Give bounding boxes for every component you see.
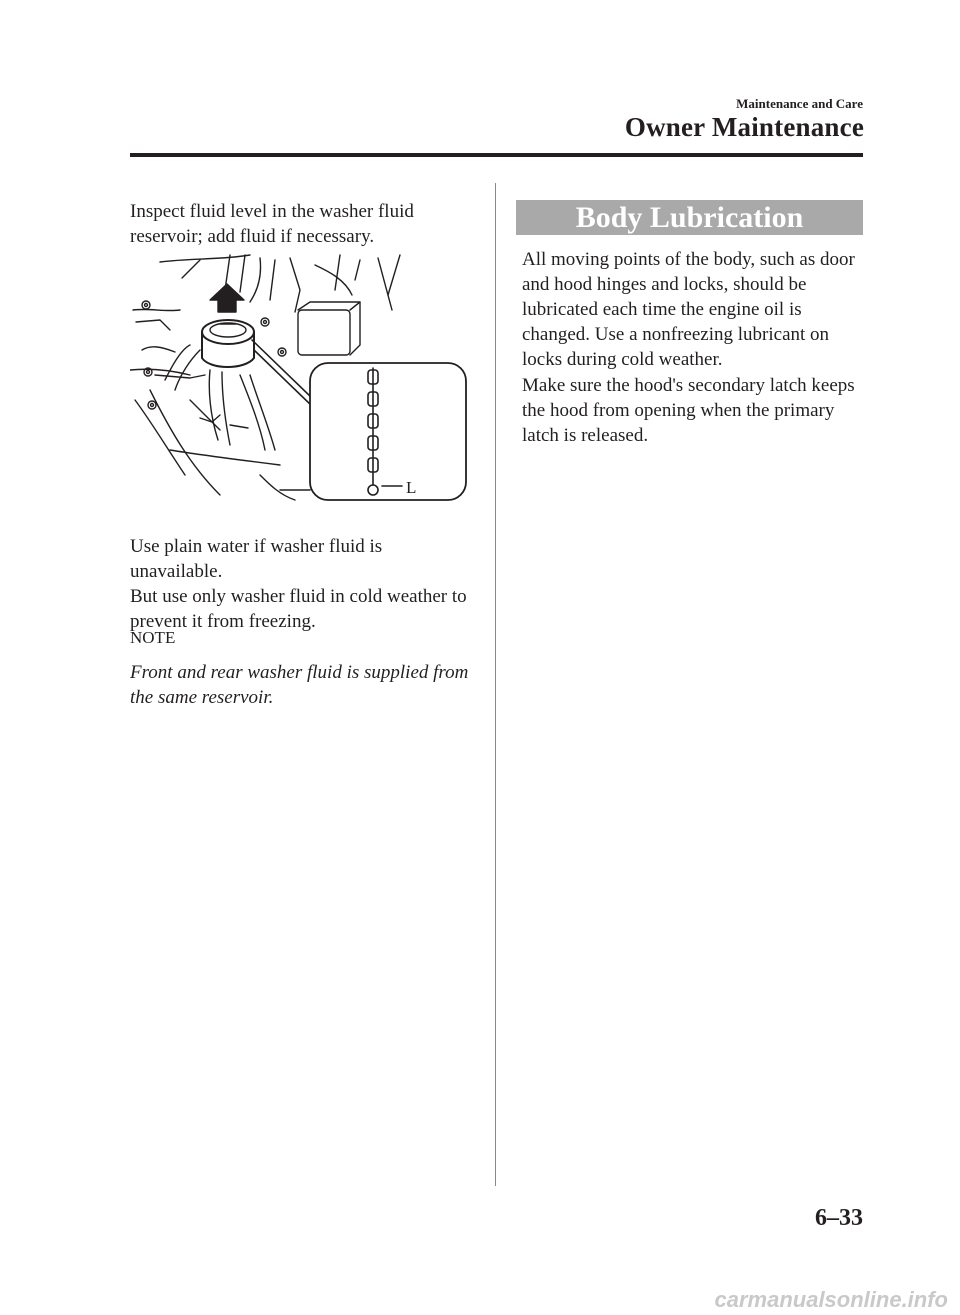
washer-reservoir-figure [130, 250, 470, 505]
note-label: NOTE [130, 628, 176, 647]
header-chapter-title: Owner Maintenance [624, 112, 864, 142]
plain-water-text: Use plain water if washer fluid is unavailable. [130, 536, 383, 582]
page-number: 6–33 [815, 1205, 863, 1231]
header-rule [130, 153, 863, 157]
figure-callout-label: L [406, 478, 417, 497]
note-text: Front and rear washer fluid is supplied from the same reservoir. [130, 662, 469, 708]
washer-reservoir-illustration [130, 250, 470, 505]
header-section-name: Maintenance and Care [736, 96, 863, 111]
cold-weather-text: But use only washer fluid in cold weather to prevent it from freezing. [130, 586, 467, 632]
column-divider [495, 183, 496, 1186]
section-title-bar: Body Lubrication [516, 200, 863, 235]
body-lubrication-paragraph-2: Make sure the hood's secondary latch keeps the hood from opening when the primary latch is released. [522, 375, 855, 446]
body-lubrication-paragraph-1: All moving points of the body, such as door and hood hinges and locks, should be lubricated each time the engine oil is changed. Use a nonfreezing lubricant on locks during cold weather. [522, 249, 855, 370]
watermark: carmanualsonline.info [714, 1287, 948, 1312]
washer-fluid-intro: Inspect fluid level in the washer fluid reservoir; add fluid if necessary. [130, 201, 414, 247]
